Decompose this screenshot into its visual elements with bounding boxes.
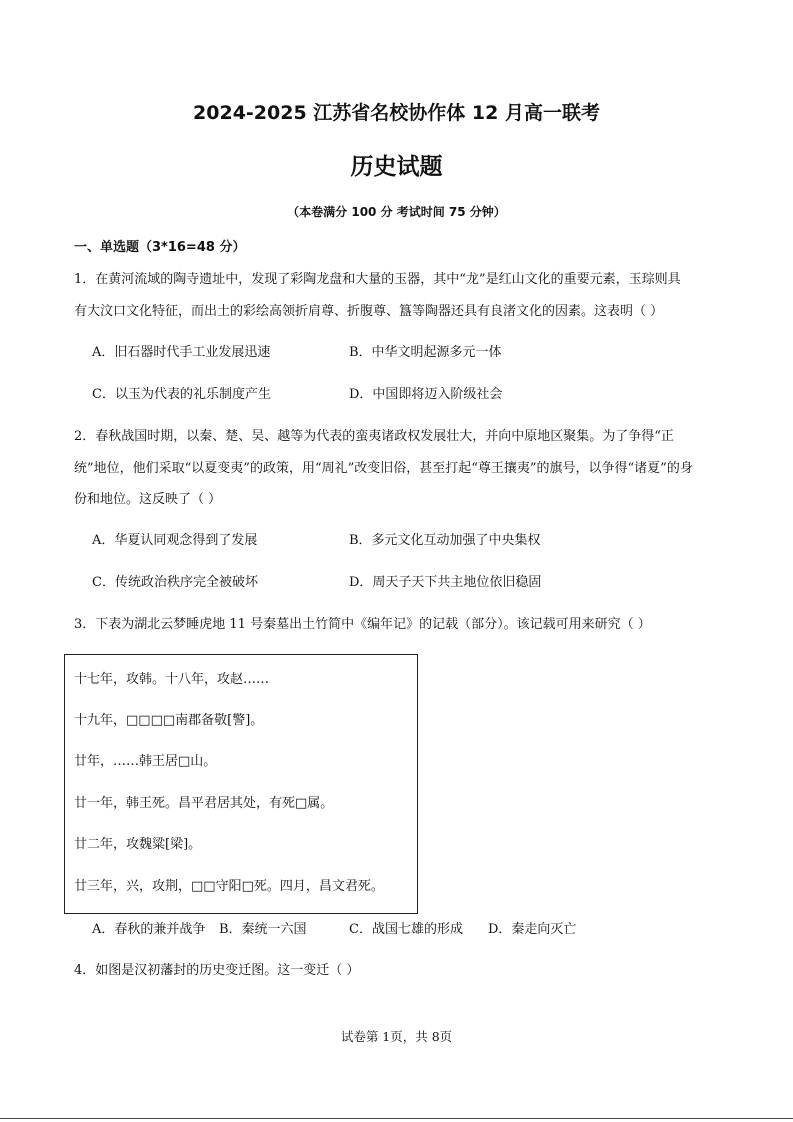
q2-option-d[interactable]: D．周天子天下共主地位依旧稳固 <box>349 575 542 590</box>
q1-stem-line2: 有大汶口文化特征，而出土的彩绘高领折肩尊、折腹尊、簋等陶器还具有良渚文化的因素。这表明（ ） <box>74 304 664 319</box>
q1-option-b[interactable]: B．中华文明起源多元一体 <box>349 345 502 360</box>
bottom-divider <box>0 1118 793 1119</box>
q1-option-d[interactable]: D．中国即将迈入阶级社会 <box>349 387 503 402</box>
q1-option-c[interactable]: C．以玉为代表的礼乐制度产生 <box>92 387 271 402</box>
q2-stem-line1: 2．春秋战国时期，以秦、楚、吴、越等为代表的蛮夷诸政权发展壮大，并向中原地区聚集。为了争得“正 <box>74 429 674 444</box>
q3-option-c[interactable]: C．战国七雄的形成 <box>349 922 463 937</box>
exam-note: （本卷满分 100 分 考试时间 75 分钟） <box>287 205 506 219</box>
record-row: 十七年，攻韩。十八年，攻赵…… <box>74 672 270 687</box>
q1-stem-line1: 1．在黄河流域的陶寺遗址中，发现了彩陶龙盘和大量的玉器，其中“龙”是红山文化的重要元素，玉琮则具 <box>74 272 681 287</box>
q4-stem-line1: 4．如图是汉初藩封的历史变迁图。这一变迁（ ） <box>74 963 360 978</box>
section-heading: 一、单选题（3*16=48 分） <box>74 240 246 255</box>
q2-stem-line3: 份和地位。这反映了（ ） <box>74 492 222 507</box>
q2-option-a[interactable]: A．华夏认同观念得到了发展 <box>92 533 258 548</box>
q3-option-a[interactable]: A．春秋的兼并战争 <box>92 922 206 937</box>
q2-option-b[interactable]: B．多元文化互动加强了中央集权 <box>349 533 541 548</box>
q3-option-d[interactable]: D．秦走向灭亡 <box>488 922 577 937</box>
subject-title: 历史试题 <box>350 154 443 180</box>
chronicle-records-table <box>64 654 418 914</box>
record-row: 廿一年，韩王死。昌平君居其处，有死□属。 <box>74 796 334 811</box>
q3-option-b[interactable]: B．秦统一六国 <box>219 922 307 937</box>
record-row: 廿三年，兴，攻荆，□□守阳□死。四月，昌文君死。 <box>74 879 384 894</box>
q1-option-a[interactable]: A．旧石器时代手工业发展迅速 <box>92 345 271 360</box>
record-row: 十九年，□□□□南郡备敬[警]。 <box>74 713 264 728</box>
q2-stem-line2: 统”地位，他们采取“以夏变夷”的政策，用“周礼”改变旧俗，甚至打起“尊王攘夷”的旗号，以争得“诸夏”的身 <box>74 461 693 476</box>
record-row: 廿年，……韩王居□山。 <box>74 754 217 769</box>
record-row: 廿二年，攻魏粱[梁]。 <box>74 837 202 852</box>
exam-title: 2024-2025 江苏省名校协作体 12 月高一联考 <box>193 102 600 124</box>
page-footer: 试卷第 1页，共 8页 <box>340 1029 453 1044</box>
q3-stem-line1: 3．下表为湖北云梦睡虎地 11 号秦墓出土竹简中《编年记》的记载（部分）。该记载可用来研究（ ） <box>74 617 651 632</box>
q2-option-c[interactable]: C．传统政治秩序完全被破坏 <box>92 575 258 590</box>
